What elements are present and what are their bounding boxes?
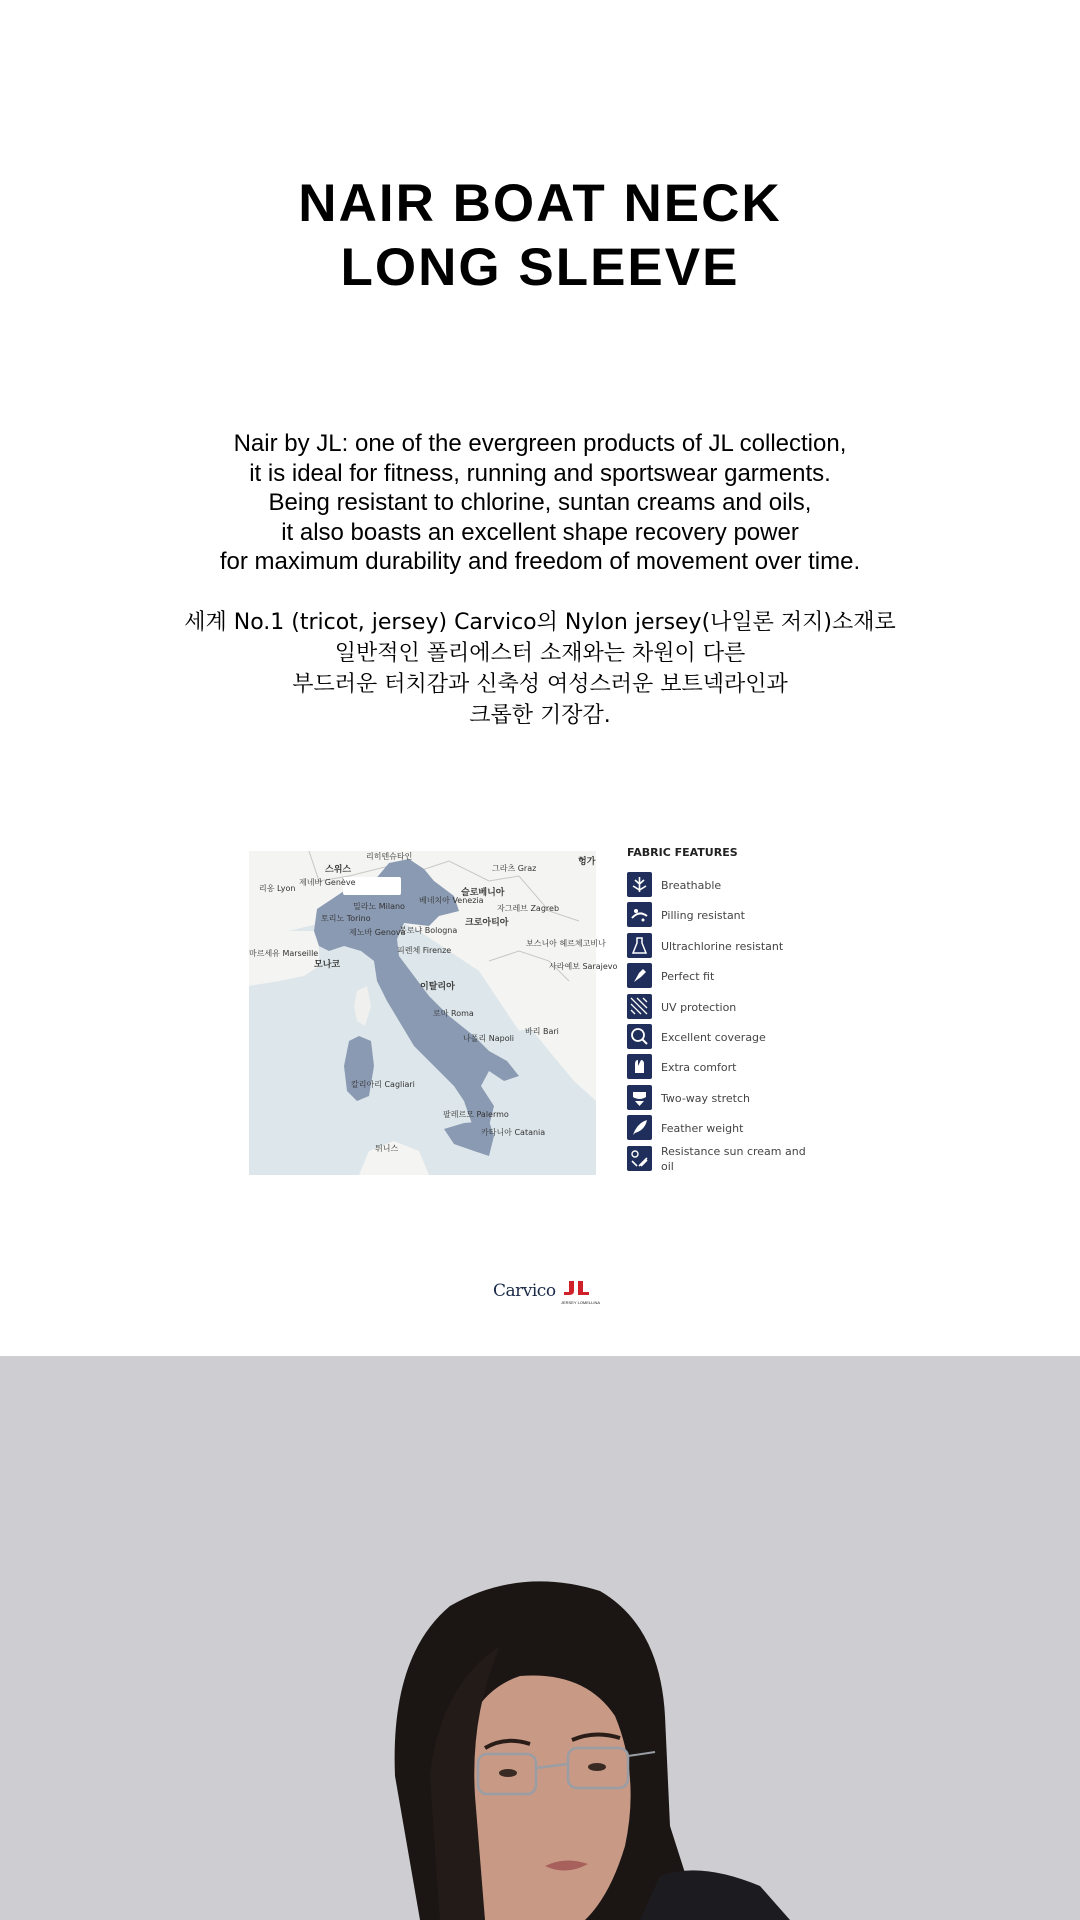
description-english xyxy=(0,429,1080,577)
two-way-stretch-icon xyxy=(627,1085,652,1110)
feature-label: Ultrachlorine resistant xyxy=(661,939,784,953)
feature-ultrachlorine-resistant xyxy=(627,933,827,963)
map-label: 칼리아리 Cagliari xyxy=(351,1080,415,1089)
extra-comfort-icon xyxy=(627,1054,652,1079)
feature-extra-comfort xyxy=(627,1054,827,1084)
map-label: 토리노 Torino xyxy=(321,914,371,923)
description-english-line: for maximum durability and freedom of movement over time. xyxy=(219,548,861,575)
uv-protection-icon xyxy=(627,994,652,1019)
feature-label: Excellent coverage xyxy=(661,1030,766,1044)
map-label: 슬로베니아 xyxy=(461,888,505,898)
feature-label: Resistance sun cream and oil xyxy=(661,1144,806,1173)
map-label: 피렌체 Firenze xyxy=(397,946,452,955)
description-english-line: Being resistant to chlorine, suntan creams and oils, xyxy=(268,489,812,516)
product-title-line-1: NAIR BOAT NECK xyxy=(298,174,782,233)
map-label: 사라예보 Sarajevo xyxy=(549,962,618,971)
italy-map xyxy=(249,851,618,1175)
map-label: 스위스 xyxy=(325,865,352,875)
map-label: 카타니아 Catania xyxy=(481,1128,546,1137)
feature-label: Breathable xyxy=(661,879,722,892)
description-korean-line: 일반적인 폴리에스터 소재와는 차원이 다른 xyxy=(334,641,746,666)
feather-weight-icon xyxy=(627,1115,652,1140)
map-label: 로마 Roma xyxy=(433,1009,474,1018)
description-korean-line: 크롭한 기장감. xyxy=(469,703,611,728)
product-title xyxy=(0,172,1080,300)
map-label: 이탈리아 xyxy=(420,982,455,992)
map-label: 팔레르모 Palermo xyxy=(443,1110,509,1119)
map-label: 그라츠 Graz xyxy=(492,864,537,873)
brand-logos xyxy=(493,1281,608,1306)
feature-label: Perfect fit xyxy=(661,970,715,984)
sun-cream-resistance-icon xyxy=(627,1146,652,1171)
feature-label: Two-way stretch xyxy=(661,1091,750,1105)
carvico-logo: Carvico xyxy=(493,1281,556,1301)
map-label: 모나코 xyxy=(314,960,341,970)
feature-sun-cream-resistance xyxy=(627,1146,827,1176)
map-label: 마르세유 Marseille xyxy=(249,949,319,958)
map-label: 제네바 Genève xyxy=(299,878,356,887)
map-label: 헝가 xyxy=(578,857,596,867)
map-label: 볼로냐 Bologna xyxy=(399,926,458,935)
jersey-lomellina-caption: JERSEY LOMELLINA xyxy=(561,1300,601,1305)
product-title-line-2: LONG SLEEVE xyxy=(340,238,740,297)
feature-feather-weight xyxy=(627,1115,827,1145)
description-korean xyxy=(0,607,1080,731)
map-label: 자그레브 Zagreb xyxy=(497,904,560,913)
model-photo-graphic xyxy=(0,1356,1080,1920)
map-label: 나폴리 Napoli xyxy=(463,1034,515,1043)
feature-label: UV protection xyxy=(661,1000,737,1014)
feature-perfect-fit xyxy=(627,963,827,993)
breathable-icon xyxy=(627,872,652,897)
feature-label: Feather weight xyxy=(661,1122,744,1136)
map-label: 제노바 Genova xyxy=(349,928,406,937)
description-english-line: Nair by JL: one of the evergreen products of JL collection, xyxy=(233,430,847,457)
perfect-fit-icon xyxy=(627,963,652,988)
description-english-line: it is ideal for fitness, running and sportswear garments. xyxy=(249,459,831,487)
feature-uv-protection xyxy=(627,994,827,1024)
feature-excellent-coverage xyxy=(627,1024,827,1054)
map-label: 크로아티아 xyxy=(465,918,509,928)
map-label: 밀라노 Milano xyxy=(353,902,405,911)
map-label: 베네치아 Venezia xyxy=(419,896,484,905)
jersey-lomellina-logo xyxy=(561,1281,591,1299)
excellent-coverage-icon xyxy=(627,1024,652,1049)
feature-breathable xyxy=(627,872,827,902)
map-label: 리히텐슈타인 xyxy=(366,852,413,861)
map-label: 리옹 Lyon xyxy=(259,884,296,893)
pilling-resistant-icon xyxy=(627,902,652,927)
fabric-features-heading: FABRIC FEATURES xyxy=(627,846,738,859)
ultrachlorine-resistant-icon xyxy=(627,933,652,958)
feature-label: Extra comfort xyxy=(661,1061,737,1075)
feature-pilling-resistant xyxy=(627,902,827,932)
map-label: 바리 Bari xyxy=(525,1027,559,1036)
description-english-line: it also boasts an excellent shape recovery power xyxy=(281,518,799,546)
map-label: 튀니스 xyxy=(375,1144,399,1153)
description-korean-line: 부드러운 터치감과 신축성 여성스러운 보트넥라인과 xyxy=(292,672,788,697)
map-label: 보스니아 헤르체고비나 xyxy=(526,939,606,948)
fabric-features-panel xyxy=(627,846,827,1176)
feature-label: Pilling resistant xyxy=(661,909,745,923)
description-korean-line: 세계 No.1 (tricot, jersey) Carvico의 Nylon jersey(나일론 저지)소재로 xyxy=(184,610,896,635)
feature-two-way-stretch xyxy=(627,1085,827,1115)
model-photo xyxy=(0,1356,1080,1920)
